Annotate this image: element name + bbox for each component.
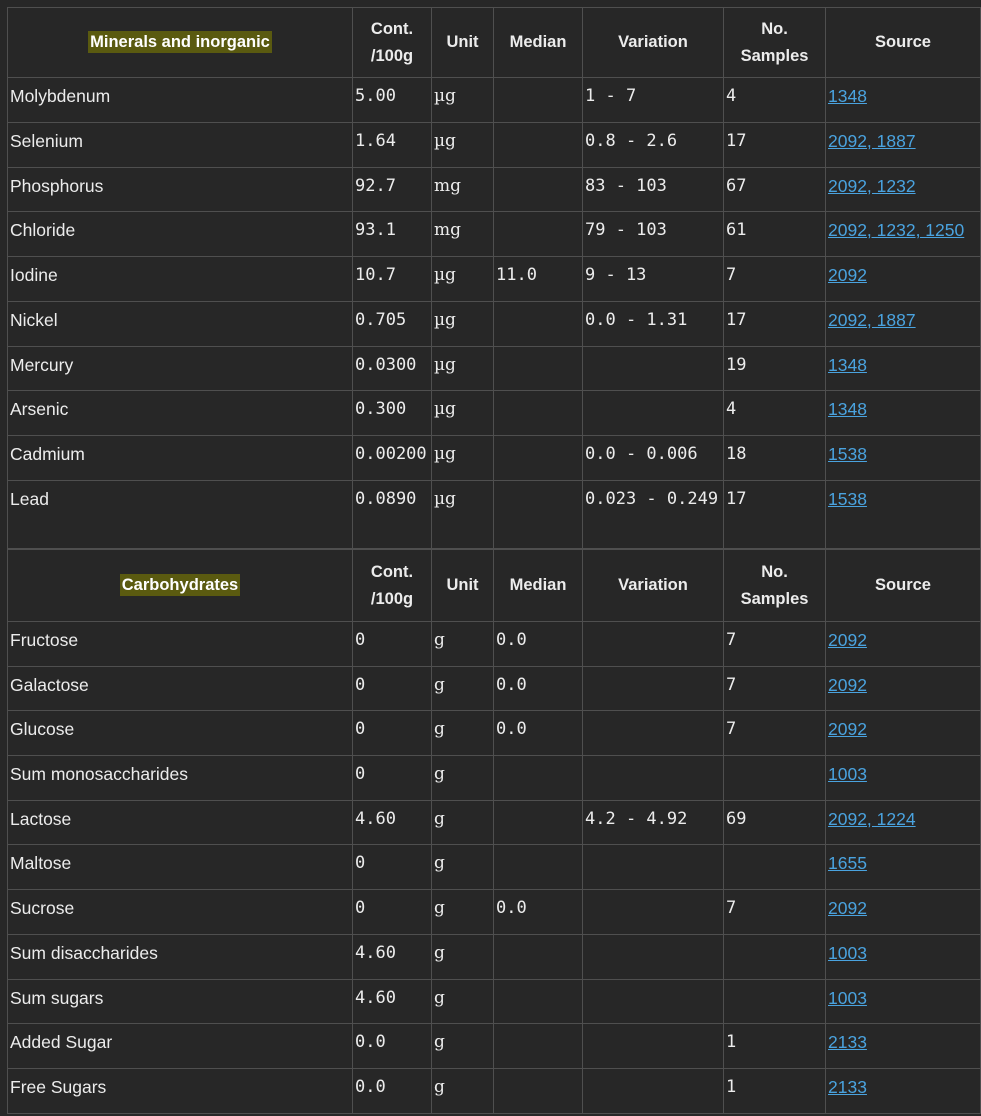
source-link[interactable]: 2092 — [828, 719, 867, 740]
source-link[interactable]: 1538 — [828, 444, 867, 464]
source-link[interactable]: 1538 — [828, 488, 867, 509]
content-value: 0 — [353, 711, 432, 756]
content-value: 0.00200 — [353, 436, 432, 481]
variation-value: 4.2 - 4.92 — [583, 800, 724, 845]
nutrient-name: Added Sugar — [8, 1024, 353, 1069]
source-cell — [826, 1024, 981, 1069]
median-value: 0.0 — [494, 666, 583, 711]
source-cell — [826, 666, 981, 711]
median-value: 0.0 — [494, 711, 583, 756]
header-variation: Variation — [583, 8, 724, 78]
samples-value: 17 — [724, 480, 826, 548]
source-link[interactable]: 2133 — [828, 1032, 867, 1053]
median-value — [494, 480, 583, 548]
content-value: 92.7 — [353, 167, 432, 212]
content-value: 0.705 — [353, 301, 432, 346]
source-cell — [826, 122, 981, 167]
header-median: Median — [494, 550, 583, 622]
content-value: 0 — [353, 666, 432, 711]
unit-value: g — [432, 666, 494, 711]
median-value — [494, 1068, 583, 1113]
source-link[interactable]: 2092 — [828, 265, 867, 285]
nutrient-name: Chloride — [8, 212, 353, 257]
minerals-table — [7, 7, 981, 549]
samples-value: 17 — [724, 301, 826, 346]
content-value: 0.300 — [353, 391, 432, 436]
content-value: 0 — [353, 890, 432, 935]
median-value: 11.0 — [494, 257, 583, 302]
samples-value: 7 — [724, 711, 826, 756]
variation-value — [583, 979, 724, 1024]
section-title: Carbohydrates — [121, 576, 239, 594]
unit-value: g — [432, 711, 494, 756]
samples-value: 1 — [724, 1024, 826, 1069]
unit-value: g — [432, 1068, 494, 1113]
variation-value: 0.023 - 0.249 — [583, 480, 724, 548]
unit-value: µg — [432, 78, 494, 123]
samples-value: 7 — [724, 666, 826, 711]
source-link[interactable]: 1003 — [828, 987, 867, 1008]
median-value — [494, 1024, 583, 1069]
median-value — [494, 167, 583, 212]
median-value — [494, 845, 583, 890]
content-value: 0 — [353, 622, 432, 667]
unit-value: g — [432, 1024, 494, 1069]
source-cell — [826, 979, 981, 1024]
table-row — [8, 711, 981, 756]
table-row — [8, 800, 981, 845]
content-value: 0.0 — [353, 1068, 432, 1113]
table-row — [8, 890, 981, 935]
table-row — [8, 845, 981, 890]
table-row — [8, 436, 981, 481]
source-cell — [826, 78, 981, 123]
table-row — [8, 934, 981, 979]
unit-value: g — [432, 800, 494, 845]
table-row — [8, 622, 981, 667]
nutrient-name: Mercury — [8, 346, 353, 391]
samples-value: 7 — [724, 622, 826, 667]
samples-value: 61 — [724, 212, 826, 257]
header-unit: Unit — [432, 8, 494, 78]
section-title-cell — [8, 8, 353, 78]
content-value: 93.1 — [353, 212, 432, 257]
nutrient-name: Lead — [8, 480, 353, 548]
header-samples: No. Samples — [724, 550, 826, 622]
nutrient-name: Sum sugars — [8, 979, 353, 1024]
variation-value: 1 - 7 — [583, 78, 724, 123]
nutrient-name: Selenium — [8, 122, 353, 167]
unit-value: µg — [432, 301, 494, 346]
source-cell — [826, 845, 981, 890]
samples-value: 17 — [724, 122, 826, 167]
source-link[interactable]: 2092 — [828, 630, 867, 650]
table-row — [8, 301, 981, 346]
source-link[interactable]: 2092, 1232 — [828, 175, 916, 196]
samples-value — [724, 756, 826, 801]
source-link[interactable]: 1348 — [828, 354, 867, 375]
unit-value: g — [432, 756, 494, 801]
variation-value — [583, 756, 724, 801]
source-cell — [826, 934, 981, 979]
source-link[interactable]: 2092, 1887 — [828, 309, 916, 330]
source-cell — [826, 800, 981, 845]
source-cell — [826, 756, 981, 801]
unit-value: µg — [432, 122, 494, 167]
content-value: 0.0300 — [353, 346, 432, 391]
source-cell — [826, 301, 981, 346]
section-title-cell — [8, 550, 353, 622]
nutrient-name: Sum disaccharides — [8, 934, 353, 979]
header-samples: No. Samples — [724, 8, 826, 78]
header-unit: Unit — [432, 550, 494, 622]
unit-value: g — [432, 622, 494, 667]
median-value — [494, 122, 583, 167]
median-value — [494, 934, 583, 979]
table-row — [8, 1024, 981, 1069]
samples-value: 69 — [724, 800, 826, 845]
median-value — [494, 212, 583, 257]
content-value: 1.64 — [353, 122, 432, 167]
table-row — [8, 122, 981, 167]
source-link[interactable]: 2092 — [828, 898, 867, 919]
table-row — [8, 212, 981, 257]
samples-value — [724, 845, 826, 890]
header-cont: Cont. /100g — [353, 8, 432, 78]
source-cell — [826, 257, 981, 302]
source-cell — [826, 622, 981, 667]
source-link[interactable]: 2092, 1224 — [828, 808, 916, 829]
source-cell — [826, 212, 981, 257]
source-link[interactable]: 1003 — [828, 764, 867, 785]
source-link[interactable]: 2092, 1232, 1250 — [828, 220, 965, 241]
unit-value: g — [432, 934, 494, 979]
samples-value: 67 — [724, 167, 826, 212]
median-value — [494, 391, 583, 436]
table-row — [8, 480, 981, 548]
nutrient-name: Lactose — [8, 800, 353, 845]
content-value: 5.00 — [353, 78, 432, 123]
source-link[interactable]: 1348 — [828, 399, 867, 420]
table-row — [8, 78, 981, 123]
variation-value: 0.0 - 1.31 — [583, 301, 724, 346]
source-link[interactable]: 2092 — [828, 674, 867, 695]
nutrient-name: Iodine — [8, 257, 353, 302]
source-cell — [826, 1068, 981, 1113]
unit-value: g — [432, 890, 494, 935]
variation-value — [583, 1024, 724, 1069]
header-source: Source — [826, 8, 981, 78]
median-value: 0.0 — [494, 890, 583, 935]
source-link[interactable]: 1003 — [828, 942, 867, 963]
samples-value: 7 — [724, 257, 826, 302]
nutrient-name: Nickel — [8, 301, 353, 346]
source-link[interactable]: 2133 — [828, 1076, 867, 1097]
median-value — [494, 346, 583, 391]
variation-value: 9 - 13 — [583, 257, 724, 302]
median-value — [494, 800, 583, 845]
variation-value: 0.8 - 2.6 — [583, 122, 724, 167]
samples-value: 18 — [724, 436, 826, 481]
header-source: Source — [826, 550, 981, 622]
unit-value: mg — [432, 167, 494, 212]
samples-value: 4 — [724, 391, 826, 436]
nutrient-name: Galactose — [8, 666, 353, 711]
table-row — [8, 756, 981, 801]
source-link[interactable]: 1655 — [828, 853, 867, 874]
nutrient-name: Phosphorus — [8, 167, 353, 212]
content-value: 4.60 — [353, 979, 432, 1024]
table-row — [8, 391, 981, 436]
source-cell — [826, 480, 981, 548]
samples-value: 19 — [724, 346, 826, 391]
median-value — [494, 979, 583, 1024]
table-row — [8, 1068, 981, 1113]
nutrient-name: Sucrose — [8, 890, 353, 935]
source-cell — [826, 346, 981, 391]
unit-value: µg — [432, 257, 494, 302]
variation-value — [583, 934, 724, 979]
content-value: 0.0 — [353, 1024, 432, 1069]
unit-value: µg — [432, 480, 494, 548]
variation-value — [583, 1068, 724, 1113]
table-row — [8, 979, 981, 1024]
nutrient-name: Maltose — [8, 845, 353, 890]
header-median: Median — [494, 8, 583, 78]
nutrient-name: Free Sugars — [8, 1068, 353, 1113]
median-value: 0.0 — [494, 622, 583, 667]
content-value: 0.0890 — [353, 480, 432, 548]
nutrient-name: Fructose — [8, 622, 353, 667]
table-row — [8, 257, 981, 302]
median-value — [494, 436, 583, 481]
samples-value: 1 — [724, 1068, 826, 1113]
median-value — [494, 78, 583, 123]
header-cont: Cont. /100g — [353, 550, 432, 622]
section-title: Minerals and inorganic — [90, 33, 270, 51]
header-variation: Variation — [583, 550, 724, 622]
source-cell — [826, 711, 981, 756]
unit-value: g — [432, 845, 494, 890]
unit-value: mg — [432, 212, 494, 257]
nutrient-name: Molybdenum — [8, 78, 353, 123]
nutrient-name: Glucose — [8, 711, 353, 756]
variation-value — [583, 711, 724, 756]
nutrient-name: Arsenic — [8, 391, 353, 436]
content-value: 0 — [353, 756, 432, 801]
samples-value — [724, 979, 826, 1024]
source-link[interactable]: 2092, 1887 — [828, 130, 916, 151]
source-link[interactable]: 1348 — [828, 86, 867, 106]
content-value: 10.7 — [353, 257, 432, 302]
samples-value — [724, 934, 826, 979]
nutrient-name: Cadmium — [8, 436, 353, 481]
nutrient-name: Sum monosaccharides — [8, 756, 353, 801]
table-row — [8, 666, 981, 711]
source-cell — [826, 890, 981, 935]
table-row — [8, 346, 981, 391]
variation-value — [583, 622, 724, 667]
samples-value: 4 — [724, 78, 826, 123]
unit-value: µg — [432, 346, 494, 391]
unit-value: µg — [432, 436, 494, 481]
source-cell — [826, 167, 981, 212]
table-row — [8, 167, 981, 212]
variation-value — [583, 666, 724, 711]
variation-value: 0.0 - 0.006 — [583, 436, 724, 481]
source-cell — [826, 391, 981, 436]
variation-value — [583, 890, 724, 935]
variation-value: 79 - 103 — [583, 212, 724, 257]
variation-value — [583, 346, 724, 391]
variation-value — [583, 391, 724, 436]
source-cell — [826, 436, 981, 481]
samples-value: 7 — [724, 890, 826, 935]
content-value: 4.60 — [353, 934, 432, 979]
variation-value — [583, 845, 724, 890]
median-value — [494, 301, 583, 346]
unit-value: g — [432, 979, 494, 1024]
content-value: 0 — [353, 845, 432, 890]
variation-value: 83 - 103 — [583, 167, 724, 212]
median-value — [494, 756, 583, 801]
unit-value: µg — [432, 391, 494, 436]
carbohydrates-table — [7, 549, 981, 1114]
content-value: 4.60 — [353, 800, 432, 845]
